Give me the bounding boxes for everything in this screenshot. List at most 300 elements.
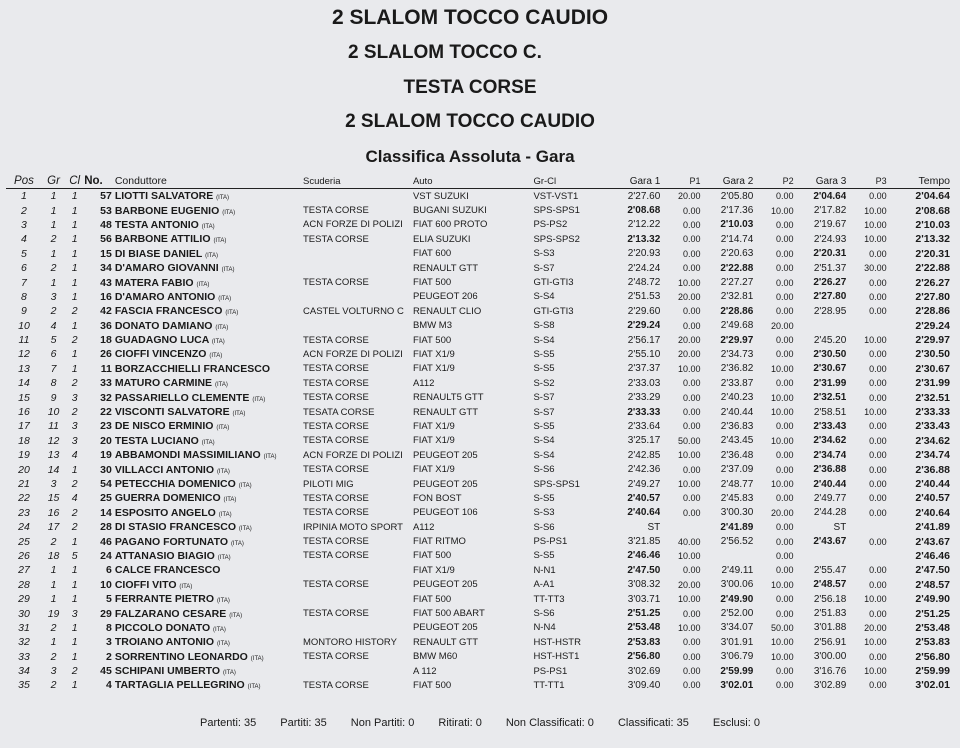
cell-gara3: 2'56.91 [813,636,847,648]
cell-car: RENAULT5 GTT [412,392,484,404]
cell-gr: 2 [50,650,57,663]
cell-p1: 0.00 [683,608,701,619]
cell-tempo: 2'41.89 [915,521,950,534]
cell-p2: 0.00 [776,349,794,360]
cell-gara3: 2'31.99 [813,377,847,389]
cell-tempo: 2'47.50 [915,564,950,577]
cell-cl: 2 [71,506,78,519]
cell-team: TESTA CORSE [303,420,369,432]
cell-tempo: 2'04.64 [915,190,950,203]
table-row [6,232,950,246]
cell-gara2: 3'06.79 [720,651,754,663]
driver-name: FASCIA FRANCESCO [114,305,223,318]
cell-driver [115,290,303,304]
nationality: (ITA) [238,526,252,533]
cell-cl: 1 [71,218,78,231]
cell-p3 [846,520,888,534]
cell-team: TESTA CORSE [303,277,369,289]
cell-grcl: SPS-SPS2 [533,233,580,245]
cell-number: 30 [100,463,112,476]
cell-tempo: 2'08.68 [915,204,950,217]
cell-tempo: 2'31.99 [915,377,950,390]
cell-pos: 21 [18,478,30,490]
cell-number: 11 [100,362,112,375]
cell-number: 10 [100,578,112,591]
cell-p3: 0.00 [869,493,887,504]
cell-number: 19 [100,449,112,462]
cell-grcl: PS-PS1 [533,536,568,548]
cell-p2: 0.00 [776,248,794,259]
cell-gara2: 2'49.90 [720,593,754,605]
cell-gara1: 3'25.17 [627,435,661,447]
cell-team: TESTA CORSE [303,550,369,562]
cell-p3: 0.00 [869,392,887,403]
cell-grcl: TT-TT1 [533,679,565,691]
footer-non-classificati: Non Classificati: 0 [505,717,594,729]
table-row [6,678,950,692]
cell-team: ACN FORZE DI POLIZI [303,219,403,231]
cell-gr: 2 [50,305,57,318]
nationality: (ITA) [205,252,218,259]
cell-gara3: 3'00.00 [813,651,847,663]
cell-team: TESTA CORSE [303,651,369,663]
cell-gara1: 2'56.80 [627,651,661,663]
cell-cl: 1 [71,276,78,289]
cell-gr: 19 [47,607,60,620]
nationality: (ITA) [218,511,232,518]
footer-partiti: Partiti: 35 [280,717,327,729]
cell-gara1: 2'08.68 [627,205,661,217]
cell-team [303,621,413,635]
nationality: (ITA) [232,411,246,418]
nationality: (ITA) [250,655,264,662]
cell-number: 16 [100,290,112,303]
cell-p2: 10.00 [771,392,794,403]
cell-grcl: S-S4 [533,435,555,447]
cell-gara3: 2'24.93 [813,233,847,245]
cell-number: 23 [100,420,112,433]
cell-p2: 20.00 [771,320,794,331]
cell-gara1: 2'46.46 [627,550,661,562]
cell-gara3: 2'56.18 [813,593,847,605]
col-header-gr: Gr [47,175,60,187]
cell-cl: 1 [71,247,78,260]
cell-gr: 12 [47,434,60,447]
cell-grcl: S-S8 [533,320,555,332]
cell-gara1: 2'33.33 [627,406,661,418]
cell-gr: 1 [50,593,57,606]
cell-gara2: 2'28.86 [720,305,754,317]
cell-driver [115,189,303,203]
cell-p2: 0.00 [776,291,794,302]
driver-name: BARBONE EUGENIO [114,204,220,217]
cell-gr: 16 [47,506,60,519]
cell-driver [115,405,303,419]
driver-name: TESTA ANTONIO [114,218,199,231]
cell-tempo: 2'53.48 [915,621,950,634]
cell-cl: 1 [71,650,78,663]
cell-gr: 3 [50,478,57,490]
cell-team: MONTORO HISTORY [303,636,397,648]
cell-tempo: 2'28.86 [915,305,950,318]
cell-pos: 16 [18,406,30,419]
cell-team: TESTA CORSE [303,334,369,346]
table-row [6,405,950,419]
cell-tempo: 2'40.44 [915,478,950,490]
cell-driver [115,621,303,635]
cell-team: TESTA CORSE [303,679,369,691]
cell-cl: 2 [71,305,78,318]
cell-p3: 0.00 [869,507,887,518]
cell-car: FIAT 500 [412,679,452,691]
nationality: (ITA) [218,295,232,302]
cell-gara2: 3'34.07 [720,622,754,634]
cell-car: ELIA SUZUKI [412,233,471,245]
cell-grcl: N-N1 [533,564,556,576]
cell-p3: 0.00 [869,363,887,374]
cell-gara2: 2'40.44 [720,406,754,418]
cell-p3: 0.00 [869,464,887,475]
organizer-title: TESTA CORSE [403,77,537,98]
cell-team [303,592,413,606]
cell-pos: 24 [18,521,30,534]
nationality: (ITA) [263,454,277,461]
cell-gr: 11 [48,420,60,433]
table-row [6,592,950,606]
cell-gara2: 2'49.68 [720,320,754,332]
table-row [6,563,950,577]
cell-p1: 0.00 [683,234,701,245]
cell-p1: 0.00 [683,263,701,274]
cell-tempo: 2'34.62 [915,434,950,447]
results-table [6,174,950,693]
driver-name: VISCONTI SALVATORE [114,406,230,419]
cell-team: TESTA CORSE [303,435,369,447]
cell-tempo: 2'27.80 [915,290,950,303]
cell-gr: 3 [50,290,57,303]
cell-p1: 10.00 [678,550,701,561]
cell-p2: 0.00 [776,680,794,691]
cell-gara1: 3'09.40 [627,679,661,691]
cell-p3: 10.00 [864,666,887,677]
driver-name: ABBAMONDI MASSIMILIANO [114,449,261,462]
driver-name: ESPOSITO ANGELO [114,506,216,519]
cell-pos: 5 [21,247,27,260]
cell-tempo: 2'56.80 [915,650,950,663]
cell-p2: 20.00 [771,507,794,518]
cell-car: A 112 [412,665,437,677]
cell-car: FIAT X1/9 [412,363,455,375]
table-row [6,434,950,448]
cell-car: RENAULT GTT [412,262,479,274]
cell-gara1: 2'13.32 [627,233,661,245]
nationality: (ITA) [213,238,227,245]
nationality: (ITA) [214,382,228,389]
cell-cl: 1 [71,290,78,303]
cell-p3: 0.00 [869,378,887,389]
cell-tempo: 2'13.32 [915,233,950,246]
cell-gara3: 2'17.82 [813,205,847,217]
cell-number: 45 [100,665,112,678]
col-header-p2: P2 [782,176,794,186]
nationality: (ITA) [229,612,243,619]
driver-name: DI BIASE DANIEL [114,247,203,260]
cell-gara3: 2'32.51 [813,392,847,404]
cell-grcl: TT-TT3 [533,593,565,605]
cell-team: TESATA CORSE [303,406,375,418]
cell-cl: 3 [71,434,78,447]
cell-grcl: S-S7 [533,262,555,274]
cell-gara3: 2'49.77 [813,492,847,504]
nationality: (ITA) [252,396,266,403]
cell-driver [115,534,303,548]
cell-p2: 0.00 [776,522,794,533]
cell-tempo: 2'59.99 [915,665,950,678]
table-row [6,275,950,289]
results-body [6,189,950,693]
cell-pos: 12 [18,348,30,361]
cell-car: BUGANI SUZUKI [412,205,487,217]
cell-cl: 2 [71,478,78,490]
cell-p3: 0.00 [869,536,887,547]
cell-grcl: S-S5 [533,492,555,504]
cell-p1: 40.00 [678,536,701,547]
driver-name: FERRANTE PIETRO [114,593,215,606]
cell-p3: 0.00 [869,191,887,202]
cell-p1: 10.00 [678,622,701,633]
cell-team: TESTA CORSE [303,507,369,519]
cell-number: 28 [100,521,112,534]
footer-esclusi: Esclusi: 0 [712,717,760,729]
cell-gara3: 2'36.88 [813,464,847,476]
cell-gr: 1 [50,636,57,649]
cell-car: FIAT X1/9 [412,348,455,360]
cell-p1: 0.00 [683,565,701,576]
cell-p3: 20.00 [864,622,887,633]
cell-p2: 0.00 [776,450,794,461]
table-row [6,247,950,261]
cell-driver [115,578,303,592]
table-row [6,534,950,548]
cell-number: 2 [106,650,112,663]
table-row [6,520,950,534]
cell-team: TESTA CORSE [303,608,369,620]
cell-driver [115,434,303,448]
cell-gara1: 2'53.83 [627,636,661,648]
cell-p3: 0.00 [869,291,887,302]
cell-cl: 1 [71,348,78,361]
cell-p3 [846,319,888,333]
cell-gara3: 3'01.88 [813,622,847,634]
cell-p1: 50.00 [678,435,701,446]
cell-driver [115,491,303,505]
nationality: (ITA) [221,267,235,274]
cell-car: FIAT 500 [412,550,452,562]
cell-driver [115,304,303,318]
table-row [6,578,950,592]
nationality: (ITA) [216,598,230,605]
cell-p2: 10.00 [771,479,794,489]
cell-cl: 2 [71,334,78,347]
cell-gara1: 2'48.72 [627,277,661,289]
cell-driver [115,506,303,520]
cell-p2: 10.00 [771,205,794,216]
cell-number: 8 [106,621,112,634]
cell-cl: 3 [71,420,78,433]
cell-car: FIAT 600 PROTO [412,219,488,231]
cell-p1: 20.00 [678,335,701,346]
cell-pos: 11 [18,334,30,347]
cell-driver [115,678,303,692]
driver-name: LIOTTI SALVATORE [114,190,214,203]
cell-gara2: 2'20.63 [720,248,754,260]
cell-cl: 1 [71,233,78,246]
nationality: (ITA) [179,583,193,590]
cell-pos: 25 [18,535,30,548]
cell-p1: 0.00 [683,421,701,432]
cell-gara3: 2'19.67 [813,219,847,231]
cell-p2: 10.00 [771,579,794,590]
cell-driver [115,247,303,261]
cell-driver [115,448,303,462]
cell-team: TESTA CORSE [303,363,369,375]
cell-car: A112 [412,377,435,389]
table-row [6,203,950,217]
nationality: (ITA) [196,281,210,288]
cell-team: TESTA CORSE [303,392,369,404]
table-row [6,304,950,318]
cell-p3 [846,549,888,563]
cell-pos: 29 [18,593,30,606]
cell-gara1: 3'08.32 [627,579,661,591]
cell-car: VST SUZUKI [412,190,469,202]
cell-gara2: 2'29.97 [720,334,754,346]
cell-gr: 1 [50,247,57,260]
cell-cl: 2 [71,377,78,390]
cell-gara2: 2'49.11 [721,564,754,576]
cell-number: 26 [100,348,112,361]
cell-gara3: 2'40.44 [813,478,847,490]
cell-car: PEUGEOT 205 [412,478,478,490]
cell-p1: 20.00 [678,291,701,302]
cell-team: TESTA CORSE [303,233,369,245]
cell-p3: 0.00 [869,306,887,317]
cell-tempo: 2'43.67 [915,535,950,548]
cell-tempo: 2'29.97 [915,334,950,347]
cell-pos: 8 [21,290,27,303]
cell-gara3: 2'55.47 [813,564,847,576]
cell-pos: 30 [18,607,30,620]
cell-cl: 1 [71,535,78,548]
cell-p3: 30.00 [864,263,887,274]
cell-pos: 17 [18,420,30,433]
cell-p2: 0.00 [776,464,794,475]
cell-grcl: S-S5 [533,420,555,432]
cell-p1: 0.00 [683,205,701,216]
cell-gara1: 2'51.53 [627,291,661,303]
cell-driver [115,333,303,347]
cell-gr: 4 [50,319,57,332]
table-row [6,189,950,203]
cell-gara1: 2'33.29 [627,392,661,404]
cell-grcl: S-S4 [533,334,555,346]
cell-driver [115,203,303,217]
cell-team [303,664,413,678]
nationality: (ITA) [216,195,230,202]
cell-tempo: 2'51.25 [915,607,950,620]
cell-pos: 3 [21,218,27,231]
cell-gara2: 2'27.27 [720,277,754,289]
cell-p1: 0.00 [683,651,701,662]
cell-team [303,319,413,333]
driver-name: GUADAGNO LUCA [114,334,209,347]
cell-p1: 10.00 [678,479,701,489]
col-header-cl: Cl [69,175,81,187]
cell-p1: 10.00 [678,594,701,605]
cell-number: 15 [100,247,112,260]
cell-gara3: 2'43.67 [813,536,847,548]
event-title-repeat: 2 SLALOM TOCCO CAUDIO [345,111,595,132]
cell-driver [115,376,303,390]
cell-gr: 5 [50,334,57,347]
cell-cl: 2 [71,406,78,419]
cell-team: ACN FORZE DI POLIZI [303,348,403,360]
cell-driver [115,650,303,664]
cell-number: 48 [100,218,112,231]
cell-grcl: S-S3 [533,507,555,519]
driver-name: CALCE FRANCESCO [114,564,221,577]
nationality: (ITA) [216,425,230,432]
cell-number: 43 [100,276,112,289]
cell-driver [115,664,303,678]
cell-gara2: 2'43.45 [720,435,754,447]
cell-gara1: 2'24.24 [627,262,661,274]
cell-gara2: 3'00.30 [720,507,754,519]
cell-gara2: 2'36.83 [720,420,754,432]
cell-p2: 0.00 [776,277,794,288]
cell-cl: 1 [71,463,78,476]
cell-p2: 0.00 [776,306,794,317]
cell-number: 4 [106,679,112,692]
cell-pos: 14 [18,377,30,390]
table-row [6,419,950,433]
cell-pos: 15 [18,391,30,404]
cell-gr: 1 [50,204,57,217]
cell-number: 14 [100,506,112,519]
cell-pos: 20 [18,463,30,476]
cell-gr: 2 [50,233,57,246]
nationality: (ITA) [215,324,229,331]
cell-gara1: 2'51.25 [627,608,661,620]
cell-gara1: 2'55.10 [627,348,661,360]
cell-gr: 2 [50,679,57,692]
table-row [6,448,950,462]
cell-team: TESTA CORSE [303,579,369,591]
cell-cl: 3 [71,607,78,620]
cell-p2: 0.00 [776,263,794,274]
cell-gr: 2 [50,535,57,548]
cell-p2: 0.00 [776,378,794,389]
cell-gr: 1 [50,276,57,289]
footer-ritirati: Ritirati: 0 [438,717,482,729]
cell-grcl: HST-HSTR [533,636,581,648]
cell-p2: 0.00 [776,191,794,202]
cell-tempo: 2'48.57 [915,578,950,591]
cell-grcl: GTI-GTI3 [533,277,574,289]
cell-pos: 19 [18,449,30,462]
cell-number: 5 [106,593,112,606]
cell-team: PILOTI MIG [303,478,354,490]
